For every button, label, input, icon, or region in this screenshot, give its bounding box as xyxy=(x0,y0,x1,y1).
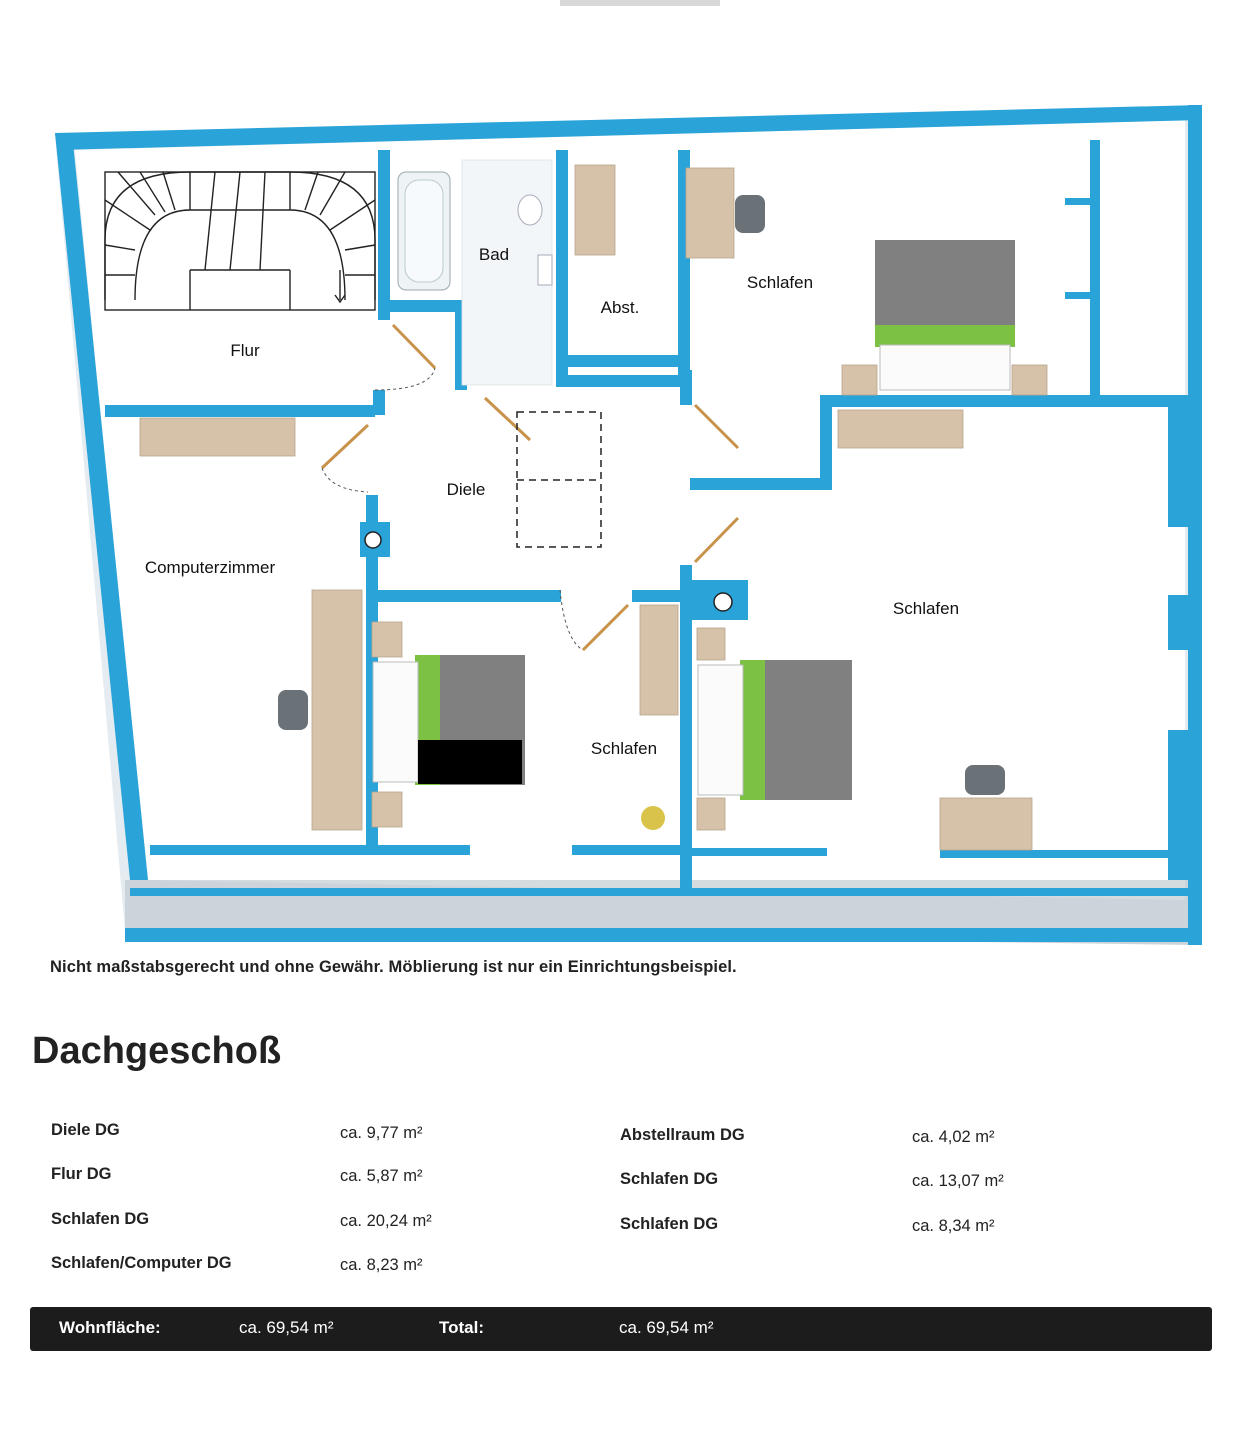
area-name: Schlafen DG xyxy=(51,1210,150,1228)
area-value: ca. 8,34 m² xyxy=(912,1217,995,1235)
room-label-computerzimmer: Computerzimmer xyxy=(144,558,276,577)
wall-schlafen-top-bottom xyxy=(820,395,1188,407)
wall-step-horizontal xyxy=(690,478,830,490)
computer-desk xyxy=(312,590,362,830)
room-label-schlafen-top: Schlafen xyxy=(746,273,814,292)
abst-shelf xyxy=(575,165,615,255)
area-name: Diele DG xyxy=(51,1121,120,1139)
computer-shelf xyxy=(140,418,295,456)
room-label-diele: Diele xyxy=(446,480,486,499)
wall-abst-stub xyxy=(680,370,692,405)
desk-top-room xyxy=(686,168,734,258)
plant xyxy=(641,806,665,830)
chimney-marker-right xyxy=(714,593,732,611)
total-value: ca. 69,54 m² xyxy=(619,1318,714,1337)
wall-right-notch1 xyxy=(1168,407,1188,527)
area-value: ca. 5,87 m² xyxy=(340,1167,423,1185)
nightstand-2 xyxy=(372,792,402,827)
room-label-schlafen-mid: Schlafen xyxy=(590,739,658,758)
area-name: Flur DG xyxy=(51,1165,112,1183)
area-value: ca. 13,07 m² xyxy=(912,1172,1004,1190)
room-label-schlafen-right: Schlafen xyxy=(892,599,960,618)
bed-mid xyxy=(698,660,852,800)
wall-abst-bottom xyxy=(556,355,681,367)
wall-bottom-inner xyxy=(130,888,1190,896)
wall-closet-bottom xyxy=(1065,292,1095,299)
chair-right xyxy=(965,765,1005,795)
wall-mid-top xyxy=(366,590,561,602)
nightstand-6 xyxy=(1012,365,1047,395)
nightstand-4 xyxy=(697,798,725,830)
wall-bottom xyxy=(125,928,1200,942)
area-name: Schlafen/Computer DG xyxy=(51,1254,232,1272)
wall-closet xyxy=(1090,140,1100,395)
room-label-bad: Bad xyxy=(478,245,510,264)
wall-bad-right xyxy=(556,150,568,380)
area-name: Abstellraum DG xyxy=(620,1126,745,1144)
total-label: Total: xyxy=(439,1318,485,1337)
disclaimer: Nicht maßstabsgerecht und ohne Gewähr. Möblierung ist nur ein Einrichtungsbeispiel. xyxy=(50,958,737,976)
bed-left xyxy=(373,655,525,785)
area-name: Schlafen DG xyxy=(620,1215,719,1233)
area-value: ca. 8,23 m² xyxy=(340,1256,423,1274)
wall-flur-bottom xyxy=(105,405,375,417)
bathtub-inner xyxy=(405,180,443,282)
wohnflaeche-label: Wohnfläche: xyxy=(59,1318,161,1337)
wall-closet-top xyxy=(1065,198,1095,205)
bed-top xyxy=(875,240,1015,390)
wall-bottom-seg1 xyxy=(150,845,470,855)
wall-right xyxy=(1188,105,1202,945)
chair-top xyxy=(735,195,765,233)
chimney-marker-left xyxy=(365,532,381,548)
wall-bottom-seg4 xyxy=(940,850,1170,858)
chair-computer xyxy=(278,690,308,730)
nightstand-1 xyxy=(372,622,402,657)
nightstand-5 xyxy=(842,365,877,395)
plan-floor xyxy=(75,120,1185,900)
wall-bad-bottom xyxy=(385,300,465,312)
wall-abst-bottom2 xyxy=(556,375,691,387)
room-label-abst: Abst. xyxy=(600,298,640,317)
section-title: Dachgeschoß xyxy=(32,1030,282,1072)
summary-bar xyxy=(30,1307,1212,1351)
area-name: Schlafen DG xyxy=(620,1170,719,1188)
sink xyxy=(538,255,552,285)
area-value: ca. 4,02 m² xyxy=(912,1128,995,1146)
wall-bottom-seg3 xyxy=(692,848,827,856)
wohnflaeche-value: ca. 69,54 m² xyxy=(239,1318,334,1337)
wall-right-notch3 xyxy=(1168,730,1188,880)
area-value: ca. 9,77 m² xyxy=(340,1124,423,1142)
shelf-right xyxy=(838,410,963,448)
wall-flur-stub xyxy=(373,390,385,415)
wall-step-vertical xyxy=(820,395,832,490)
wardrobe-mid xyxy=(640,605,678,715)
wall-bottom-seg2 xyxy=(572,845,682,855)
room-label-flur: Flur xyxy=(230,341,260,360)
wall-right-notch2 xyxy=(1168,595,1188,650)
desk-right xyxy=(940,798,1032,850)
nightstand-3 xyxy=(697,628,725,660)
area-value: ca. 20,24 m² xyxy=(340,1212,432,1230)
toilet xyxy=(518,195,542,225)
wall-flur-right xyxy=(378,150,390,320)
